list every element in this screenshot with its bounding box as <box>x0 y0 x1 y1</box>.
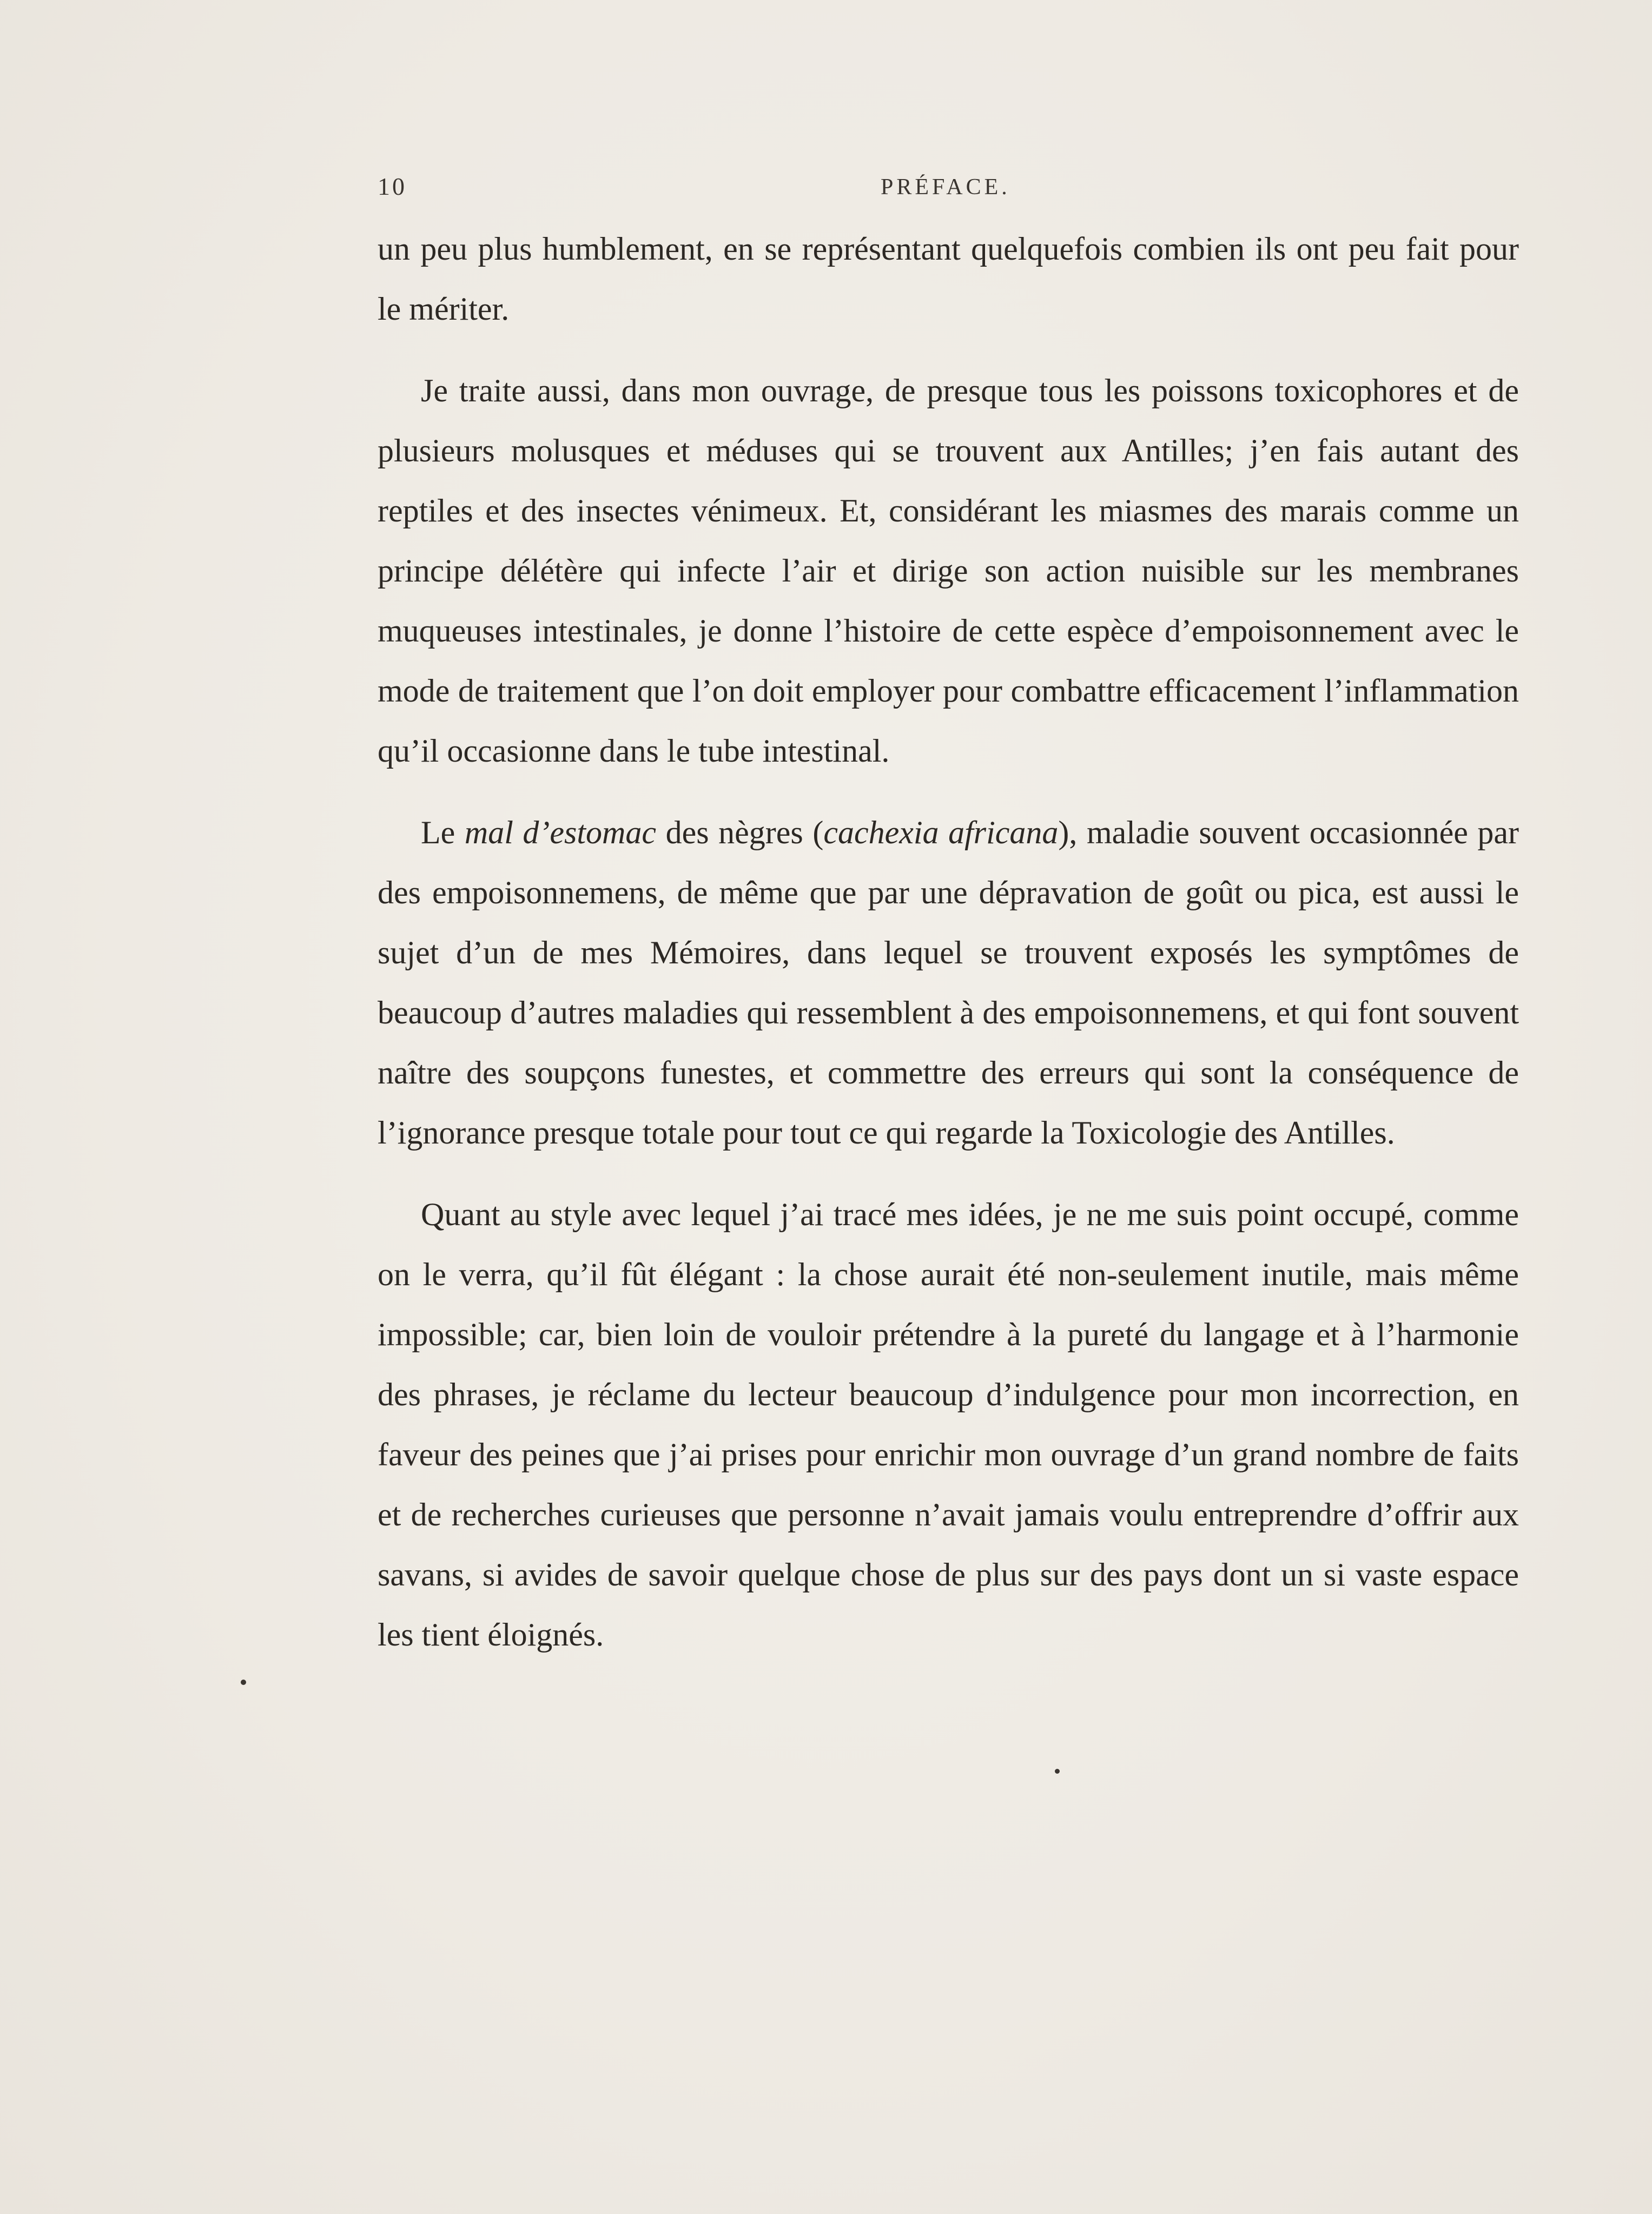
ink-speck <box>241 1680 246 1685</box>
ink-speck <box>1055 1769 1060 1774</box>
paragraph-lead: Le <box>421 815 465 850</box>
italic-term-cachexia-africana: cachexia africana <box>823 815 1059 850</box>
paragraph-rest: ), maladie souvent occasionnée par des empoisonnemens, de même que par une dépravation de goût ou pica, est aussi le sujet d’un de mes Mémoires, dans lequel se trouvent exposés les symptômes de beaucoup d’autres maladies qui ressemblent à des empoisonnemens, et qui font souvent naître des soupçons funestes, et commettre des erreurs qui sont la conséquence de l’ignorance presque totale pour tout ce qui regarde la Toxicologie des Antilles. <box>378 815 1519 1151</box>
page-number: 10 <box>378 173 407 200</box>
italic-term-mal-d-estomac: mal d’estomac <box>464 815 657 850</box>
paragraph-continuation: un peu plus humblement, en se représentant quelquefois combien ils ont peu fait pour le mériter. <box>378 231 1519 327</box>
running-head: PRÉFACE. <box>881 175 1010 200</box>
paragraph-toxicophores: Je traite aussi, dans mon ouvrage, de presque tous les poissons toxicophores et de plusieurs molusques et méduses qui se trouvent aux Antilles; j’en fais autant des reptiles et des insectes vénimeux. Et, considérant les miasmes des marais comme un principe délétère qui infecte l’air et dirige son action nuisible sur les membranes muqueuses intestinales, je donne l’histoire de cette espèce d’empoisonnement avec le mode de traitement que l’on doit employer pour combattre efficacement l’inflammation qu’il occasionne dans le tube intestinal. <box>378 373 1519 769</box>
page-header <box>378 172 1519 215</box>
paragraph-style: Quant au style avec lequel j’ai tracé mes idées, je ne me suis point occupé, comme on le verra, qu’il fût élégant : la chose aurait été non-seulement inutile, mais même impossible; car, bien loin de vouloir prétendre à la pureté du langage et à l’harmonie des phrases, je réclame du lecteur beaucoup d’indulgence pour mon incorrection, en faveur des peines que j’ai prises pour enrichir mon ouvrage d’un grand nombre de faits et de recherches curieuses que personne n’avait jamais voulu entreprendre d’offrir aux savans, si avides de savoir quelque chose de plus sur des pays dont un si vaste espace les tient éloignés. <box>378 1197 1519 1653</box>
paragraph-mal-d-estomac <box>378 803 1519 1163</box>
body-text <box>378 219 1519 1665</box>
paragraph-mid: des nègres ( <box>656 815 824 850</box>
